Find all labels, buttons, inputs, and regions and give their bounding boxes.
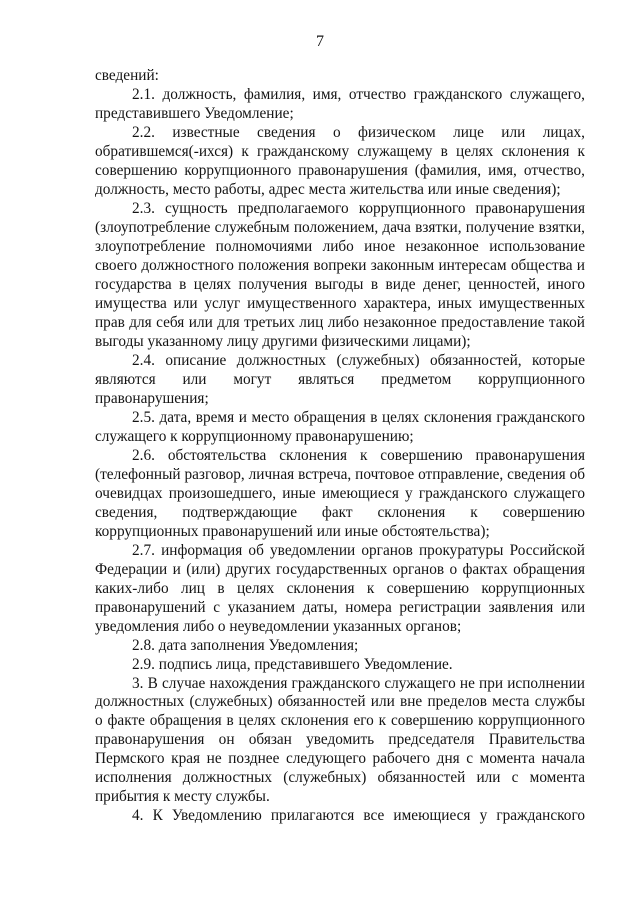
paragraph-2-2: 2.2. известные сведения о физическом лице или лицах, обратившемся(-ихся) к гражданскому служащему в целях склонения к совершению коррупционного правонарушения (фамилия, имя, отчество, должность, место работы, адрес места жительства или иные сведения);: [95, 123, 585, 198]
page-number: 7: [316, 33, 324, 50]
paragraph-4: 4. К Уведомлению прилагаются все имеющиеся у гражданского: [132, 807, 585, 825]
paragraph-2-1: 2.1. должность, фамилия, имя, отчество гражданского служащего, представившего Уведомление;: [95, 85, 585, 122]
paragraph-2-9: 2.9. подпись лица, представившего Уведомление.: [132, 655, 453, 673]
paragraph-2-4: 2.4. описание должностных (служебных) обязанностей, которые являются или могут являться предметом коррупционного правонарушения;: [95, 351, 585, 407]
paragraph-2-3: 2.3. сущность предполагаемого коррупционного правонарушения (злоупотребление служебным положением, дача взятки, получение взятки, злоупотребление полномочиями либо иное незаконное использование своего должностного положения вопреки законным интересам общества и государства в целях получения выгоды в виде денег, ценностей, иного имущества или услуг имущественного характера, иных имущественных прав для себя или для третьих лиц либо незаконное предоставление такой выгоды указанному лицу другими физическими лицами);: [95, 199, 585, 350]
paragraph-2-5: 2.5. дата, время и место обращения в целях склонения гражданского служащего к коррупционному правонарушению;: [95, 408, 585, 445]
paragraph-2-6: 2.6. обстоятельства склонения к совершению правонарушения (телефонный разговор, личная встреча, почтовое отправление, сведения об очевидцах произошедшего, иные имеющиеся у гражданского служащего сведения, подтверждающие факт склонения к совершению коррупционных правонарушений или иные обстоятельства);: [95, 446, 585, 540]
paragraph-2-8: 2.8. дата заполнения Уведомления;: [132, 636, 359, 654]
document-body: [95, 67, 585, 826]
paragraph-3: 3. В случае нахождения гражданского служащего не при исполнении должностных (служебных) обязанностей или вне пределов места службы о факте обращения в целях склонения его к совершению коррупционного правонарушения он обязан уведомить председателя Правительства Пермского края не позднее следующего рабочего дня с момента начала исполнения должностных (служебных) обязанностей или с момента прибытия к месту службы.: [95, 674, 585, 806]
paragraph-2-7: 2.7. информация об уведомлении органов прокуратуры Российской Федерации и (или) других государственных органов о фактах обращения каких-либо лиц в целях склонения к совершению коррупционных правонарушений с указанием даты, номера регистрации заявления или уведомления либо о неуведомлении указанных органов;: [95, 541, 585, 635]
paragraph-continuation: сведений:: [95, 67, 159, 84]
